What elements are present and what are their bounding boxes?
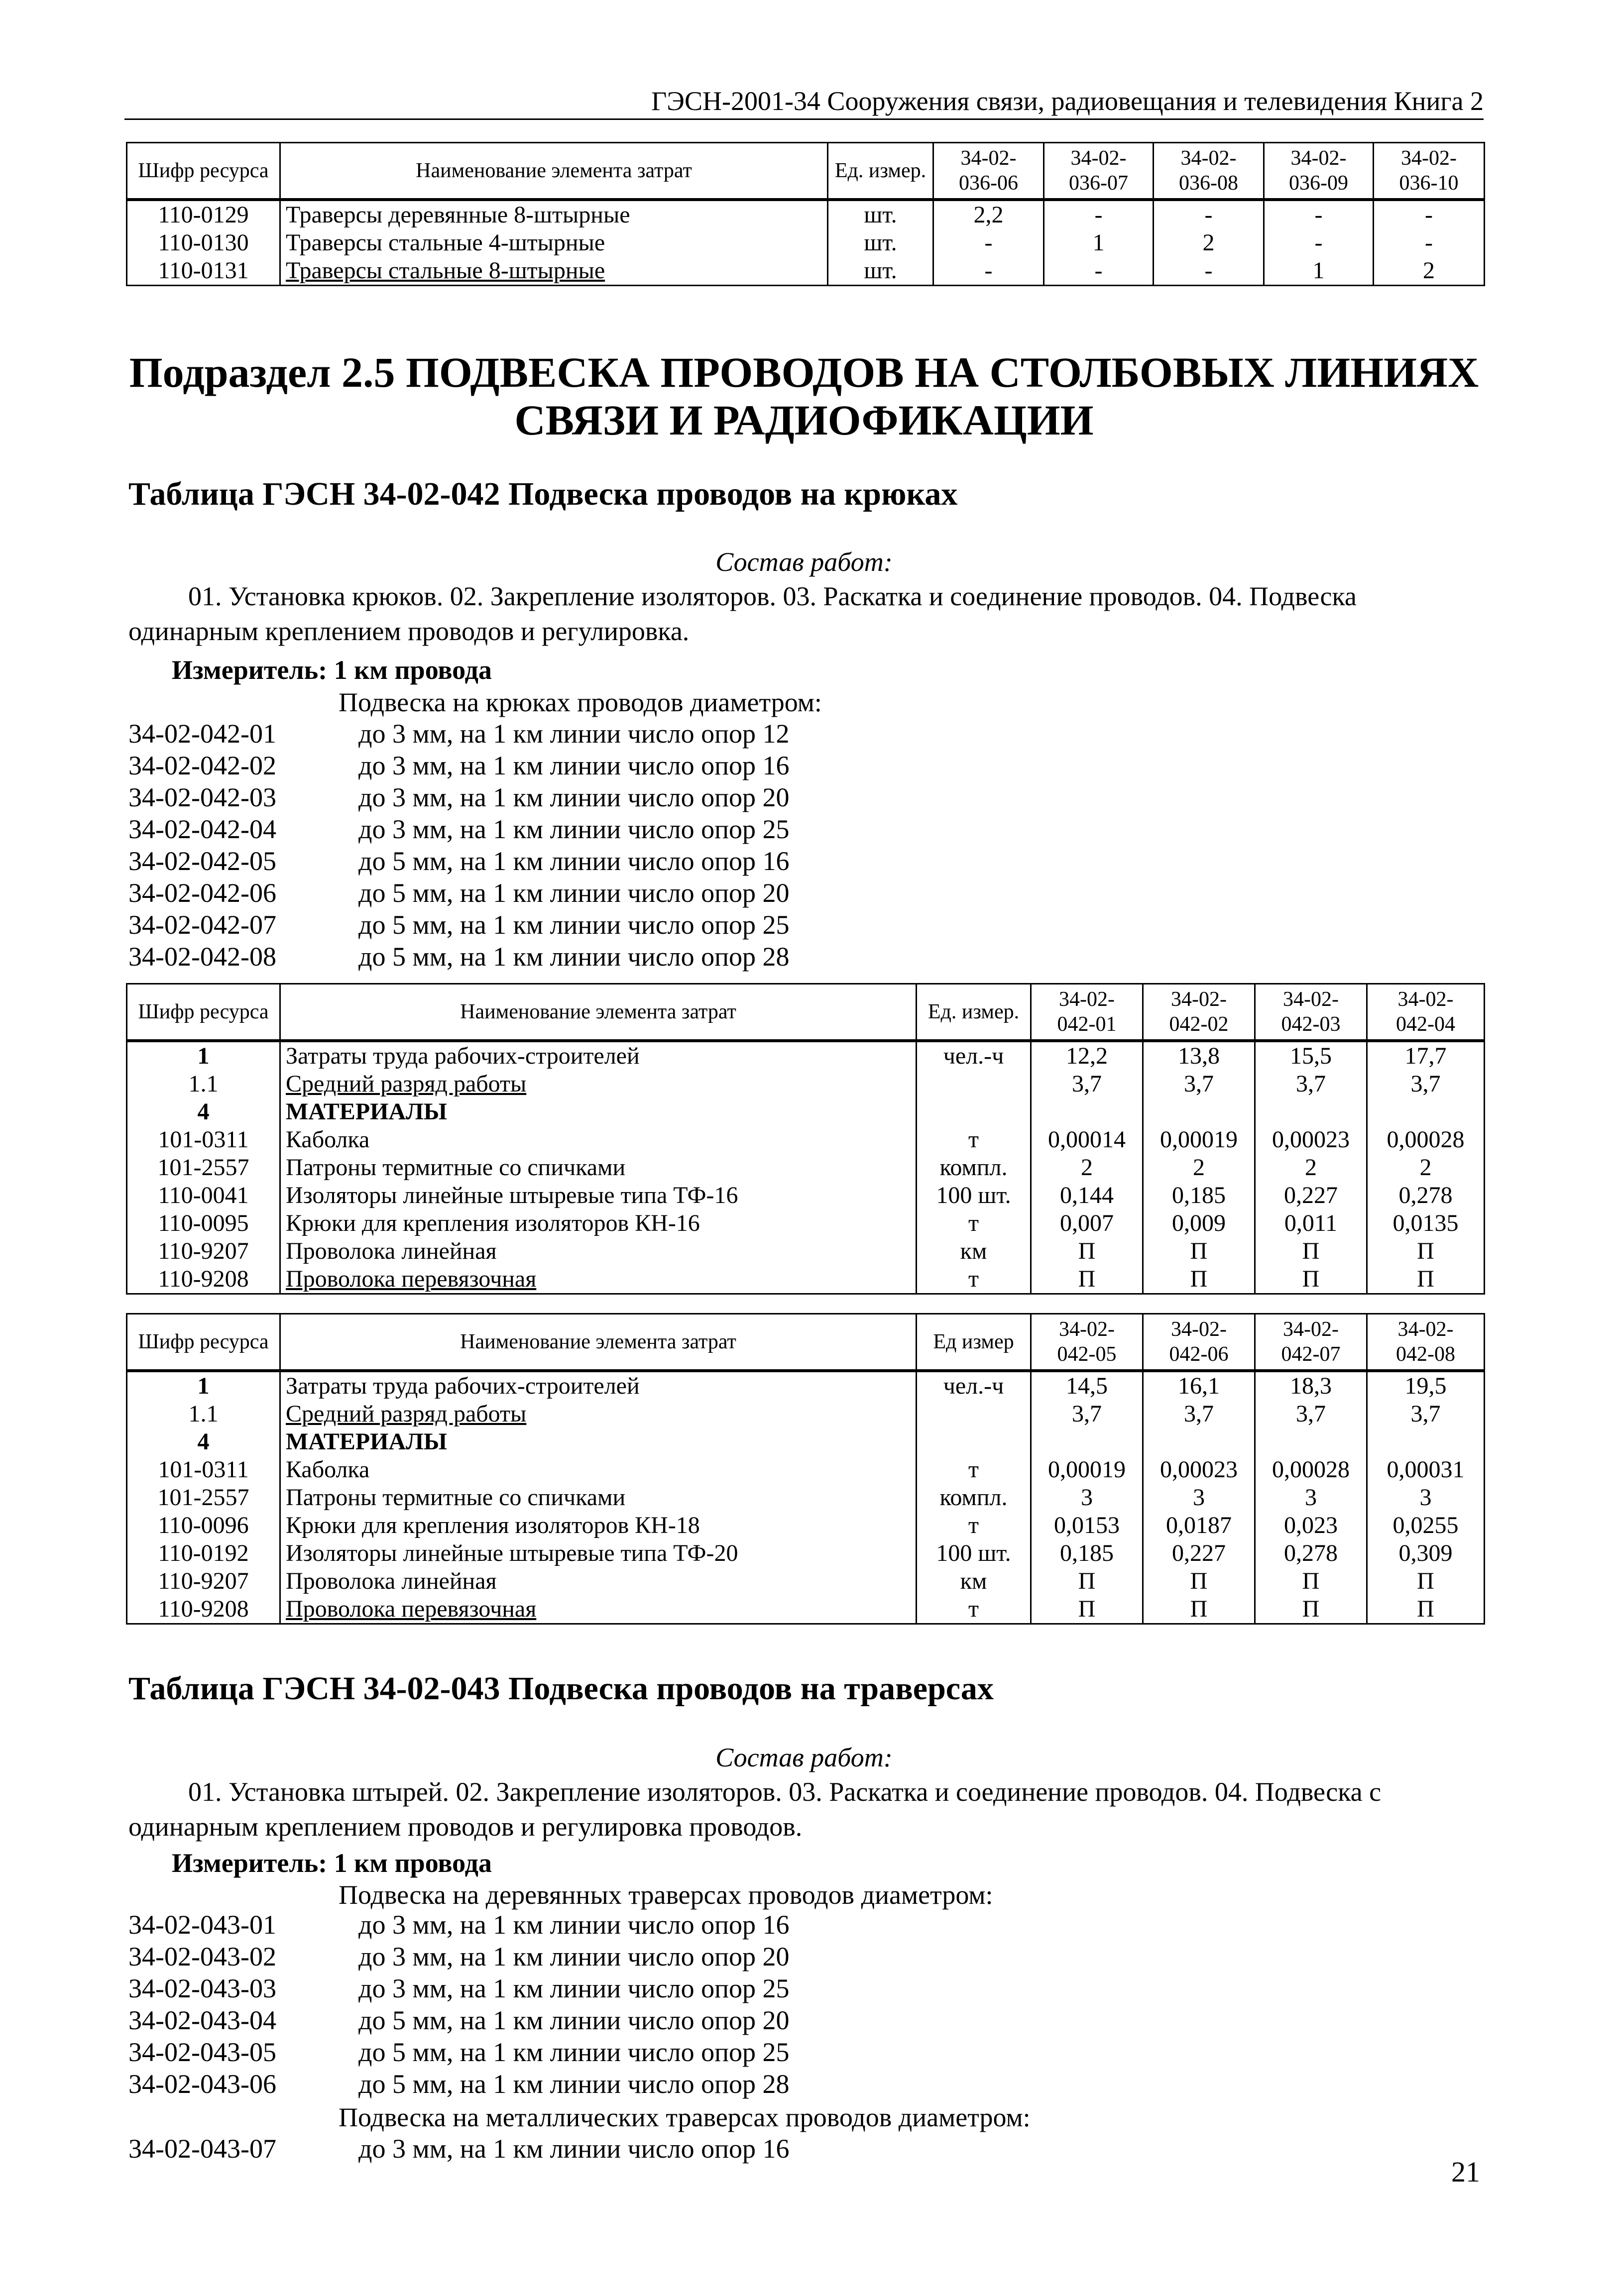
value-cell: П <box>1031 1567 1143 1595</box>
norm-description: до 3 мм, на 1 км линии число опор 16 <box>358 751 790 780</box>
norm-description: до 3 мм, на 1 км линии число опор 16 <box>358 2134 790 2164</box>
value-cell: 0,0255 <box>1367 1512 1485 1539</box>
norm-row <box>124 782 1484 813</box>
norm-row <box>124 1909 1484 1940</box>
value-cell: 2 <box>1367 1154 1485 1182</box>
norm-row <box>124 1973 1484 2004</box>
resource-table-042-b <box>126 1313 1485 1625</box>
table-row <box>127 1154 1485 1182</box>
work-composition-label: Состав работ: <box>715 1743 893 1772</box>
value-cell: П <box>1367 1567 1485 1595</box>
col-header-code: 34-02- 042-01 <box>1031 984 1143 1041</box>
value-cell: 3 <box>1143 1484 1255 1512</box>
value-cell: П <box>1031 1265 1143 1294</box>
unit-cell: чел.-ч <box>917 1041 1031 1070</box>
work-composition-label: Состав работ: <box>715 547 893 577</box>
table-row <box>127 1428 1485 1456</box>
name-cell: МАТЕРИАЛЫ <box>280 1428 917 1456</box>
col-header-name: Наименование элемента затрат <box>280 1314 917 1371</box>
value-cell: 0,309 <box>1367 1539 1485 1567</box>
value-cell <box>1143 1098 1255 1126</box>
norm-row <box>124 814 1484 845</box>
subsection-title-line2: СВЯЗИ И РАДИОФИКАЦИИ <box>514 396 1094 444</box>
value-cell: 2 <box>1031 1154 1143 1182</box>
table-row <box>127 1182 1485 1209</box>
value-cell: 3 <box>1031 1484 1143 1512</box>
cipher-cell: 110-9207 <box>127 1567 280 1595</box>
value-cell: П <box>1367 1237 1485 1265</box>
unit-cell: т <box>917 1209 1031 1237</box>
unit-cell: 100 шт. <box>917 1539 1031 1567</box>
cipher-cell: 110-0130 <box>127 229 280 257</box>
unit-cell: т <box>917 1512 1031 1539</box>
norm-description: до 5 мм, на 1 км линии число опор 28 <box>358 2069 790 2099</box>
cipher-cell: 110-0192 <box>127 1539 280 1567</box>
cipher-cell: 110-0129 <box>127 200 280 229</box>
table-row <box>127 1539 1485 1567</box>
value-cell: 0,00023 <box>1143 1456 1255 1484</box>
norm-code: 34-02-042-05 <box>128 846 276 876</box>
table-row <box>127 1237 1485 1265</box>
col-header-unit: Ед. измер. <box>917 984 1031 1041</box>
value-cell: 0,185 <box>1143 1182 1255 1209</box>
unit-cell: компл. <box>917 1484 1031 1512</box>
name-cell: Проволока линейная <box>280 1567 917 1595</box>
cipher-cell: 110-9207 <box>127 1237 280 1265</box>
value-cell: 3,7 <box>1255 1400 1367 1428</box>
value-cell: - <box>1154 200 1264 229</box>
unit-cell: шт. <box>828 257 933 286</box>
cipher-cell: 1.1 <box>127 1070 280 1098</box>
norm-code: 34-02-043-06 <box>128 2069 276 2099</box>
table-row <box>127 1567 1485 1595</box>
value-cell: 19,5 <box>1367 1371 1485 1400</box>
value-cell <box>1367 1428 1485 1456</box>
norm-code: 34-02-043-03 <box>128 1973 276 2003</box>
col-header-cipher: Шифр ресурса <box>127 1314 280 1371</box>
table-row <box>127 1265 1485 1294</box>
table-row <box>127 1371 1485 1400</box>
table-row <box>127 200 1485 229</box>
table-row <box>127 257 1485 286</box>
value-cell: 2 <box>1255 1154 1367 1182</box>
value-cell: - <box>1044 200 1154 229</box>
work-composition-line: 01. Установка штырей. 02. Закрепление изоляторов. 03. Раскатка и соединение проводов. 04. Подвеска с <box>188 1777 1382 1807</box>
value-cell: 3 <box>1367 1484 1485 1512</box>
unit-cell: чел.-ч <box>917 1371 1031 1400</box>
norm-code: 34-02-042-08 <box>128 942 276 972</box>
resource-table-042-a <box>126 983 1485 1295</box>
value-cell: - <box>1264 200 1374 229</box>
name-cell: Средний разряд работы <box>280 1400 917 1428</box>
value-cell: 0,0187 <box>1143 1512 1255 1539</box>
col-header-name: Наименование элемента затрат <box>280 143 828 200</box>
value-cell: 3,7 <box>1367 1400 1485 1428</box>
name-cell: Патроны термитные со спичками <box>280 1484 917 1512</box>
norm-description: до 3 мм, на 1 км линии число опор 16 <box>358 1910 790 1940</box>
value-cell: 0,227 <box>1255 1182 1367 1209</box>
unit-cell <box>917 1070 1031 1098</box>
norm-code: 34-02-042-01 <box>128 719 276 749</box>
value-cell: - <box>1264 229 1374 257</box>
value-cell: 1 <box>1044 229 1154 257</box>
name-cell: Затраты труда рабочих-строителей <box>280 1371 917 1400</box>
name-cell: Каболка <box>280 1456 917 1484</box>
table-title-043: Таблица ГЭСН 34-02-043 Подвеска проводов на траверсах <box>128 1670 994 1707</box>
name-cell: Затраты труда рабочих-строителей <box>280 1041 917 1070</box>
norm-code: 34-02-043-02 <box>128 1942 276 1971</box>
work-composition-line: 01. Установка крюков. 02. Закрепление изоляторов. 03. Раскатка и соединение проводов. 04. Подвеска <box>188 581 1357 611</box>
value-cell: 0,0135 <box>1367 1209 1485 1237</box>
value-cell: - <box>933 257 1044 286</box>
cipher-cell: 110-9208 <box>127 1595 280 1624</box>
value-cell: П <box>1143 1237 1255 1265</box>
col-header-cipher: Шифр ресурса <box>127 143 280 200</box>
cipher-cell: 1 <box>127 1371 280 1400</box>
value-cell: 3,7 <box>1031 1070 1143 1098</box>
norm-group-heading: Подвеска на металлических траверсах проводов диаметром: <box>339 2102 1031 2132</box>
table-row <box>127 1098 1485 1126</box>
work-composition-line: одинарным креплением проводов и регулировка проводов. <box>128 1812 803 1842</box>
name-cell: Средний разряд работы <box>280 1070 917 1098</box>
norm-row <box>124 1941 1484 1972</box>
table-row <box>127 1484 1485 1512</box>
cipher-cell: 110-9208 <box>127 1265 280 1294</box>
value-cell: 2 <box>1143 1154 1255 1182</box>
value-cell: 18,3 <box>1255 1371 1367 1400</box>
norm-group-heading: Подвеска на крюках проводов диаметром: <box>339 687 822 717</box>
col-header-code: 34-02- 036-08 <box>1154 143 1264 200</box>
value-cell: 0,011 <box>1255 1209 1367 1237</box>
unit-cell: т <box>917 1595 1031 1624</box>
norm-description: до 3 мм, на 1 км линии число опор 25 <box>358 814 790 844</box>
unit-cell <box>917 1098 1031 1126</box>
work-composition-text <box>128 579 1483 649</box>
value-cell: 0,00023 <box>1255 1126 1367 1154</box>
cipher-cell: 1.1 <box>127 1400 280 1428</box>
norm-code: 34-02-043-04 <box>128 2005 276 2035</box>
col-header-code: 34-02- 042-04 <box>1367 984 1485 1041</box>
value-cell: 0,00028 <box>1367 1126 1485 1154</box>
value-cell: - <box>1374 229 1485 257</box>
value-cell: 16,1 <box>1143 1371 1255 1400</box>
cipher-cell: 4 <box>127 1428 280 1456</box>
cipher-cell: 101-0311 <box>127 1456 280 1484</box>
value-cell <box>1031 1098 1143 1126</box>
name-cell: МАТЕРИАЛЫ <box>280 1098 917 1126</box>
value-cell: 0,278 <box>1367 1182 1485 1209</box>
norm-code: 34-02-042-04 <box>128 814 276 844</box>
col-header-code: 34-02- 036-07 <box>1044 143 1154 200</box>
unit-cell: шт. <box>828 200 933 229</box>
unit-cell: 100 шт. <box>917 1182 1031 1209</box>
value-cell: П <box>1367 1595 1485 1624</box>
norm-row <box>124 2037 1484 2068</box>
resource-table-036 <box>126 142 1485 286</box>
value-cell <box>1255 1098 1367 1126</box>
value-cell <box>1143 1428 1255 1456</box>
name-cell: Траверсы стальные 8-штырные <box>280 257 828 286</box>
value-cell: П <box>1143 1595 1255 1624</box>
norm-row <box>124 2005 1484 2036</box>
value-cell: П <box>1031 1237 1143 1265</box>
norm-row <box>124 846 1484 876</box>
value-cell <box>1255 1428 1367 1456</box>
subsection-title <box>124 348 1484 444</box>
value-cell: 0,0153 <box>1031 1512 1143 1539</box>
col-header-name: Наименование элемента затрат <box>280 984 917 1041</box>
page-number: 21 <box>1451 2156 1480 2188</box>
col-header-code: 34-02- 036-10 <box>1374 143 1485 200</box>
norm-row <box>124 941 1484 972</box>
norm-row <box>124 750 1484 781</box>
norm-row <box>124 2133 1484 2164</box>
col-header-code: 34-02- 042-02 <box>1143 984 1255 1041</box>
col-header-unit: Ед. измер. <box>828 143 933 200</box>
value-cell: 0,00028 <box>1255 1456 1367 1484</box>
norm-code: 34-02-042-07 <box>128 910 276 940</box>
value-cell: 2 <box>1374 257 1485 286</box>
norm-code: 34-02-042-03 <box>128 782 276 812</box>
col-header-unit: Ед измер <box>917 1314 1031 1371</box>
unit-cell: т <box>917 1265 1031 1294</box>
norm-description: до 5 мм, на 1 км линии число опор 25 <box>358 2037 790 2067</box>
col-header-code: 34-02- 042-03 <box>1255 984 1367 1041</box>
norm-code: 34-02-043-05 <box>128 2037 276 2067</box>
value-cell: 17,7 <box>1367 1041 1485 1070</box>
value-cell: 14,5 <box>1031 1371 1143 1400</box>
value-cell: 0,185 <box>1031 1539 1143 1567</box>
norm-row <box>124 909 1484 940</box>
col-header-code: 34-02- 042-06 <box>1143 1314 1255 1371</box>
value-cell: 0,00031 <box>1367 1456 1485 1484</box>
name-cell: Траверсы стальные 4-штырные <box>280 229 828 257</box>
value-cell: 3,7 <box>1255 1070 1367 1098</box>
value-cell: 13,8 <box>1143 1041 1255 1070</box>
value-cell: 12,2 <box>1031 1041 1143 1070</box>
norm-description: до 3 мм, на 1 км линии число опор 20 <box>358 1942 790 1971</box>
cipher-cell: 101-2557 <box>127 1154 280 1182</box>
name-cell: Изоляторы линейные штыревые типа ТФ-16 <box>280 1182 917 1209</box>
value-cell: 0,00014 <box>1031 1126 1143 1154</box>
name-cell: Патроны термитные со спичками <box>280 1154 917 1182</box>
value-cell: 0,007 <box>1031 1209 1143 1237</box>
norm-description: до 3 мм, на 1 км линии число опор 12 <box>358 719 790 749</box>
value-cell: 3,7 <box>1143 1400 1255 1428</box>
value-cell: П <box>1367 1265 1485 1294</box>
value-cell: 3,7 <box>1367 1070 1485 1098</box>
norm-description: до 5 мм, на 1 км линии число опор 25 <box>358 910 790 940</box>
cipher-cell: 110-0041 <box>127 1182 280 1209</box>
work-composition-line: одинарным креплением проводов и регулировка. <box>128 616 690 646</box>
cipher-cell: 4 <box>127 1098 280 1126</box>
norm-row <box>124 718 1484 749</box>
value-cell: П <box>1031 1595 1143 1624</box>
value-cell <box>1367 1098 1485 1126</box>
work-composition-text <box>128 1774 1483 1844</box>
measurer: Измеритель: 1 км провода <box>172 1848 492 1878</box>
unit-cell: т <box>917 1126 1031 1154</box>
norm-description: до 5 мм, на 1 км линии число опор 20 <box>358 878 790 908</box>
norm-description: до 5 мм, на 1 км линии число опор 16 <box>358 846 790 876</box>
col-header-cipher: Шифр ресурса <box>127 984 280 1041</box>
value-cell: 1 <box>1264 257 1374 286</box>
unit-cell <box>917 1428 1031 1456</box>
value-cell: 0,144 <box>1031 1182 1143 1209</box>
value-cell: П <box>1255 1265 1367 1294</box>
value-cell: 2 <box>1154 229 1264 257</box>
subsection-title-line1: Подраздел 2.5 ПОДВЕСКА ПРОВОДОВ НА СТОЛБОВЫХ ЛИНИЯХ <box>129 348 1479 396</box>
value-cell: 0,278 <box>1255 1539 1367 1567</box>
table-title-042: Таблица ГЭСН 34-02-042 Подвеска проводов на крюках <box>128 476 958 512</box>
cipher-cell: 110-0131 <box>127 257 280 286</box>
unit-cell: т <box>917 1456 1031 1484</box>
value-cell <box>1031 1428 1143 1456</box>
table-row <box>127 1400 1485 1428</box>
value-cell: - <box>1154 257 1264 286</box>
col-header-code: 34-02- 042-08 <box>1367 1314 1485 1371</box>
value-cell: 15,5 <box>1255 1041 1367 1070</box>
norm-code: 34-02-042-06 <box>128 878 276 908</box>
table-row <box>127 1041 1485 1070</box>
name-cell: Проволока перевязочная <box>280 1595 917 1624</box>
table-row <box>127 1126 1485 1154</box>
norm-row <box>124 2069 1484 2099</box>
value-cell: 3,7 <box>1143 1070 1255 1098</box>
norm-row <box>124 877 1484 908</box>
norm-description: до 3 мм, на 1 км линии число опор 25 <box>358 1973 790 2003</box>
norm-group-heading: Подвеска на деревянных траверсах проводов диаметром: <box>339 1880 993 1910</box>
name-cell: Проволока перевязочная <box>280 1265 917 1294</box>
unit-cell: км <box>917 1237 1031 1265</box>
col-header-code: 34-02- 036-06 <box>933 143 1044 200</box>
cipher-cell: 101-0311 <box>127 1126 280 1154</box>
table-row <box>127 1070 1485 1098</box>
value-cell: 0,009 <box>1143 1209 1255 1237</box>
value-cell: 0,00019 <box>1031 1456 1143 1484</box>
name-cell: Крюки для крепления изоляторов КН-18 <box>280 1512 917 1539</box>
value-cell: 2,2 <box>933 200 1044 229</box>
value-cell: П <box>1255 1237 1367 1265</box>
value-cell: П <box>1255 1567 1367 1595</box>
value-cell: - <box>933 229 1044 257</box>
value-cell: 3 <box>1255 1484 1367 1512</box>
cipher-cell: 101-2557 <box>127 1484 280 1512</box>
col-header-code: 34-02- 036-09 <box>1264 143 1374 200</box>
running-header: ГЭСН-2001-34 Сооружения связи, радиовещания и телевидения Книга 2 <box>124 84 1484 120</box>
value-cell: 0,00019 <box>1143 1126 1255 1154</box>
table-row <box>127 229 1485 257</box>
measurer: Измеритель: 1 км провода <box>172 655 492 685</box>
cipher-cell: 1 <box>127 1041 280 1070</box>
norm-description: до 5 мм, на 1 км линии число опор 20 <box>358 2005 790 2035</box>
cipher-cell: 110-0095 <box>127 1209 280 1237</box>
table-row <box>127 1456 1485 1484</box>
value-cell: - <box>1044 257 1154 286</box>
norm-code: 34-02-042-02 <box>128 751 276 780</box>
value-cell: - <box>1374 200 1485 229</box>
value-cell: П <box>1143 1567 1255 1595</box>
norm-description: до 3 мм, на 1 км линии число опор 20 <box>358 782 790 812</box>
norm-description: до 5 мм, на 1 км линии число опор 28 <box>358 942 790 972</box>
norm-code: 34-02-043-07 <box>128 2134 276 2164</box>
value-cell: 3,7 <box>1031 1400 1143 1428</box>
col-header-code: 34-02- 042-05 <box>1031 1314 1143 1371</box>
unit-cell: компл. <box>917 1154 1031 1182</box>
value-cell: П <box>1255 1595 1367 1624</box>
name-cell: Траверсы деревянные 8-штырные <box>280 200 828 229</box>
value-cell: 0,227 <box>1143 1539 1255 1567</box>
table-row <box>127 1512 1485 1539</box>
table-row <box>127 1595 1485 1624</box>
name-cell: Изоляторы линейные штыревые типа ТФ-20 <box>280 1539 917 1567</box>
value-cell: 0,023 <box>1255 1512 1367 1539</box>
value-cell: П <box>1143 1265 1255 1294</box>
name-cell: Проволока линейная <box>280 1237 917 1265</box>
col-header-code: 34-02- 042-07 <box>1255 1314 1367 1371</box>
name-cell: Каболка <box>280 1126 917 1154</box>
unit-cell: км <box>917 1567 1031 1595</box>
norm-code: 34-02-043-01 <box>128 1910 276 1940</box>
table-row <box>127 1209 1485 1237</box>
name-cell: Крюки для крепления изоляторов КН-16 <box>280 1209 917 1237</box>
cipher-cell: 110-0096 <box>127 1512 280 1539</box>
unit-cell <box>917 1400 1031 1428</box>
unit-cell: шт. <box>828 229 933 257</box>
